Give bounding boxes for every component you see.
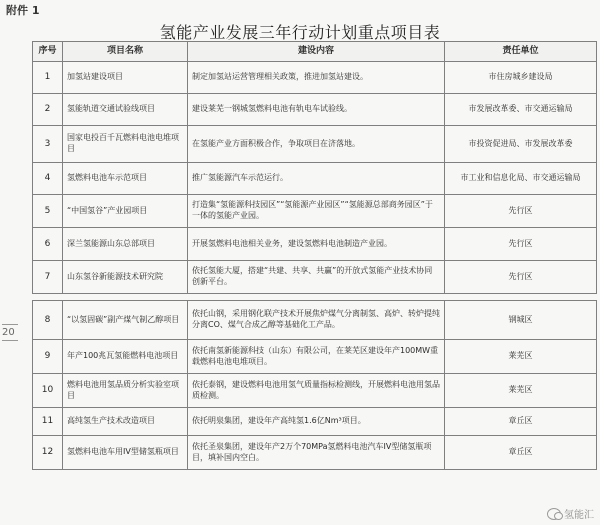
cell-content: 依托山钢，采用钢化联产技术开展焦炉煤气分离制氢、高炉、转炉提纯分离CO、煤气合成乙醇等基础化工产品。	[188, 301, 445, 340]
wechat-icon	[547, 508, 561, 520]
cell-unit: 市工业和信息化局、市交通运输局	[445, 163, 597, 195]
document-title: 氢能产业发展三年行动计划重点项目表	[159, 23, 441, 42]
cell-content: 依托明泉集团，建设年产高纯氢1.6亿Nm³项目。	[188, 408, 445, 436]
cell-no: 1	[33, 62, 63, 94]
page-break-spacer	[33, 294, 597, 301]
cell-no: 9	[33, 340, 63, 374]
table-row	[33, 374, 597, 408]
table-header-row	[33, 42, 597, 62]
cell-unit: 先行区	[445, 261, 597, 294]
cell-unit: 莱芜区	[445, 374, 597, 408]
table-row	[33, 126, 597, 163]
column-header-no: 序号	[33, 42, 63, 62]
cell-name: “以氢固碳”副产煤气制乙醇项目	[63, 301, 188, 340]
cell-no: 10	[33, 374, 63, 408]
cell-no: 5	[33, 195, 63, 228]
table-row	[33, 62, 597, 94]
cell-no: 2	[33, 94, 63, 126]
cell-content: 推广氢能源汽车示范运行。	[188, 163, 445, 195]
table-row	[33, 228, 597, 261]
cell-name: 加氢站建设项目	[63, 62, 188, 94]
cell-content: 依托氢能大厦，搭建“共建、共享、共赢”的开放式氢能产业技术协同创新平台。	[188, 261, 445, 294]
table-row	[33, 195, 597, 228]
cell-unit: 莱芜区	[445, 340, 597, 374]
cell-content: 依托圣泉集团，建设年产2万个70MPa氢燃料电池汽车IV型储氢瓶项目，填补国内空白。	[188, 436, 445, 470]
cell-unit: 章丘区	[445, 408, 597, 436]
cell-no: 3	[33, 126, 63, 163]
cell-name: 氢燃料电池车用IV型储氢瓶项目	[63, 436, 188, 470]
cell-name: 氢能轨道交通试验线项目	[63, 94, 188, 126]
table-row	[33, 340, 597, 374]
cell-no: 12	[33, 436, 63, 470]
cell-content: 制定加氢站运营管理相关政策，推进加氢站建设。	[188, 62, 445, 94]
cell-unit: 钢城区	[445, 301, 597, 340]
cell-unit: 市发展改革委、市交通运输局	[445, 94, 597, 126]
cell-content: 依托泰钢，建设燃料电池用氢气质量指标检测线，开展燃料电池用氢品质检测。	[188, 374, 445, 408]
cell-content: 开展氢燃料电池相关业务，建设氢燃料电池制造产业园。	[188, 228, 445, 261]
cell-content: 依托南氢新能源科技（山东）有限公司，在莱芜区建设年产100MW重载燃料电池电堆项目。	[188, 340, 445, 374]
cell-content: 建设莱芜一钢城氢燃料电池有轨电车试验线。	[188, 94, 445, 126]
cell-name: 高纯氢生产技术改造项目	[63, 408, 188, 436]
page-number: 20	[2, 324, 18, 341]
table-row	[33, 436, 597, 470]
watermark-text: 氢能汇	[564, 510, 594, 521]
cell-content: 打造集“氢能源科技园区”“氢能源产业园区”“氢能源总部商务园区”于一体的氢能产业园。	[188, 195, 445, 228]
cell-name: 深兰氢能源山东总部项目	[63, 228, 188, 261]
cell-no: 6	[33, 228, 63, 261]
column-header-content: 建设内容	[188, 42, 445, 62]
cell-name: 山东氢谷新能源技术研究院	[63, 261, 188, 294]
column-header-name: 项目名称	[63, 42, 188, 62]
cell-unit: 先行区	[445, 195, 597, 228]
cell-no: 8	[33, 301, 63, 340]
cell-name: 国家电投百千瓦燃料电池电堆项目	[63, 126, 188, 163]
cell-no: 7	[33, 261, 63, 294]
cell-unit: 市住房城乡建设局	[445, 62, 597, 94]
cell-name: 年产100兆瓦氢能燃料电池项目	[63, 340, 188, 374]
key-projects-table	[32, 41, 597, 470]
table-row	[33, 261, 597, 294]
table-row	[33, 408, 597, 436]
page-break-gap	[33, 294, 597, 301]
column-header-unit: 责任单位	[445, 42, 597, 62]
cell-unit: 章丘区	[445, 436, 597, 470]
cell-unit: 先行区	[445, 228, 597, 261]
cell-name: 燃料电池用氢品质分析实验室项目	[63, 374, 188, 408]
table-row	[33, 163, 597, 195]
attachment-label: 附件 1	[6, 4, 40, 17]
cell-unit: 市投资促进局、市发展改革委	[445, 126, 597, 163]
table-row	[33, 94, 597, 126]
cell-name: 氢燃料电池车示范项目	[63, 163, 188, 195]
cell-content: 在氢能产业方面积极合作，争取项目在济落地。	[188, 126, 445, 163]
cell-no: 11	[33, 408, 63, 436]
cell-name: “中国氢谷”产业园项目	[63, 195, 188, 228]
table-row	[33, 301, 597, 340]
cell-no: 4	[33, 163, 63, 195]
watermark	[547, 506, 594, 521]
